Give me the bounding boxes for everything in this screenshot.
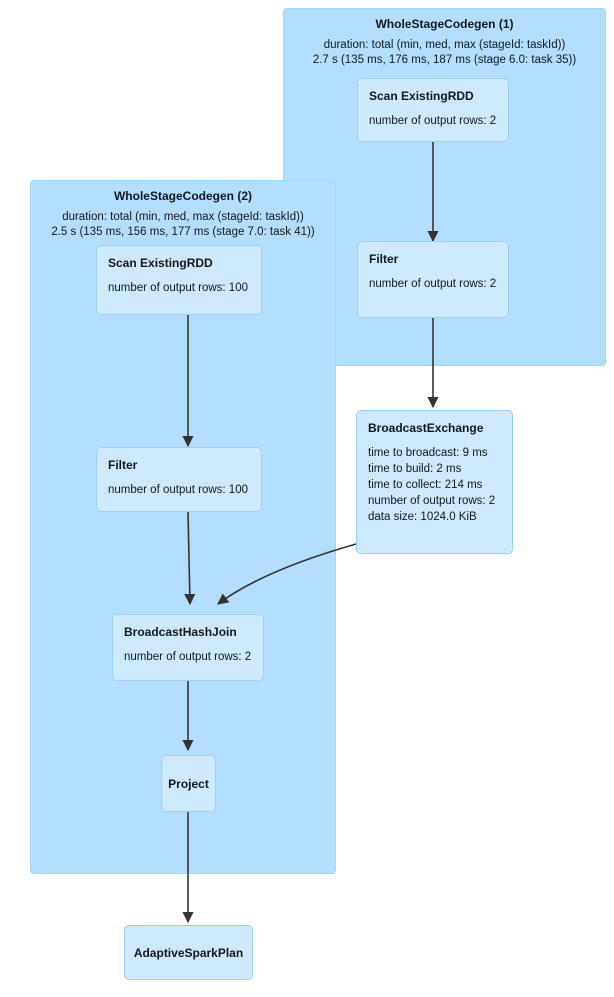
node-metrics xyxy=(369,276,497,292)
metric-data-size: data size: 1024.0 KiB xyxy=(368,511,477,523)
node-metrics xyxy=(124,649,252,665)
metric-time-to-build: time to build: 2 ms xyxy=(368,463,462,475)
metric-number-of-output-rows: number of output rows: 2 xyxy=(368,495,496,507)
metric-number-of-output-rows: number of output rows: 2 xyxy=(369,115,497,127)
cluster-title: WholeStageCodegen (1) xyxy=(375,17,514,31)
cluster-duration-line2: 2.7 s (135 ms, 176 ms, 187 ms (stage 6.0: task 35)) xyxy=(312,54,577,66)
node-broadcast-hash-join[interactable] xyxy=(112,614,264,681)
node-title: BroadcastExchange xyxy=(368,421,484,435)
node-adaptive-spark-plan[interactable] xyxy=(124,925,253,980)
node-title: Filter xyxy=(369,252,399,266)
node-metrics xyxy=(108,482,250,498)
node-title: Scan ExistingRDD xyxy=(369,89,474,103)
node-metrics xyxy=(108,280,250,296)
metric-number-of-output-rows: number of output rows: 2 xyxy=(124,651,252,663)
node-title: AdaptiveSparkPlan xyxy=(133,945,244,960)
metric-time-to-broadcast: time to broadcast: 9 ms xyxy=(368,447,488,459)
node-project[interactable] xyxy=(161,755,216,812)
cluster-duration xyxy=(284,32,605,68)
node-metrics xyxy=(368,445,501,525)
node-metrics xyxy=(369,113,497,129)
metric-time-to-collect: time to collect: 214 ms xyxy=(368,479,483,491)
cluster-duration xyxy=(31,204,335,240)
node-title: Scan ExistingRDD xyxy=(108,256,213,270)
node-scan-existingrdd-left[interactable] xyxy=(96,245,262,315)
metric-number-of-output-rows: number of output rows: 2 xyxy=(369,278,497,290)
node-title: Filter xyxy=(108,458,138,472)
metric-number-of-output-rows: number of output rows: 100 xyxy=(108,282,248,294)
node-filter-top[interactable] xyxy=(357,241,509,318)
metric-number-of-output-rows: number of output rows: 100 xyxy=(108,484,248,496)
node-filter-left[interactable] xyxy=(96,447,262,512)
cluster-title: WholeStageCodegen (2) xyxy=(113,189,252,203)
cluster-duration-line1: duration: total (min, med, max (stageId: taskId)) xyxy=(323,39,566,51)
cluster-duration-line1: duration: total (min, med, max (stageId: taskId)) xyxy=(62,211,304,223)
node-title: Project xyxy=(168,776,209,791)
node-broadcast-exchange[interactable] xyxy=(356,410,513,554)
node-scan-existingrdd-top[interactable] xyxy=(357,78,509,142)
node-title: BroadcastHashJoin xyxy=(124,625,237,639)
cluster-duration-line2: 2.5 s (135 ms, 156 ms, 177 ms (stage 7.0: task 41)) xyxy=(51,226,315,238)
